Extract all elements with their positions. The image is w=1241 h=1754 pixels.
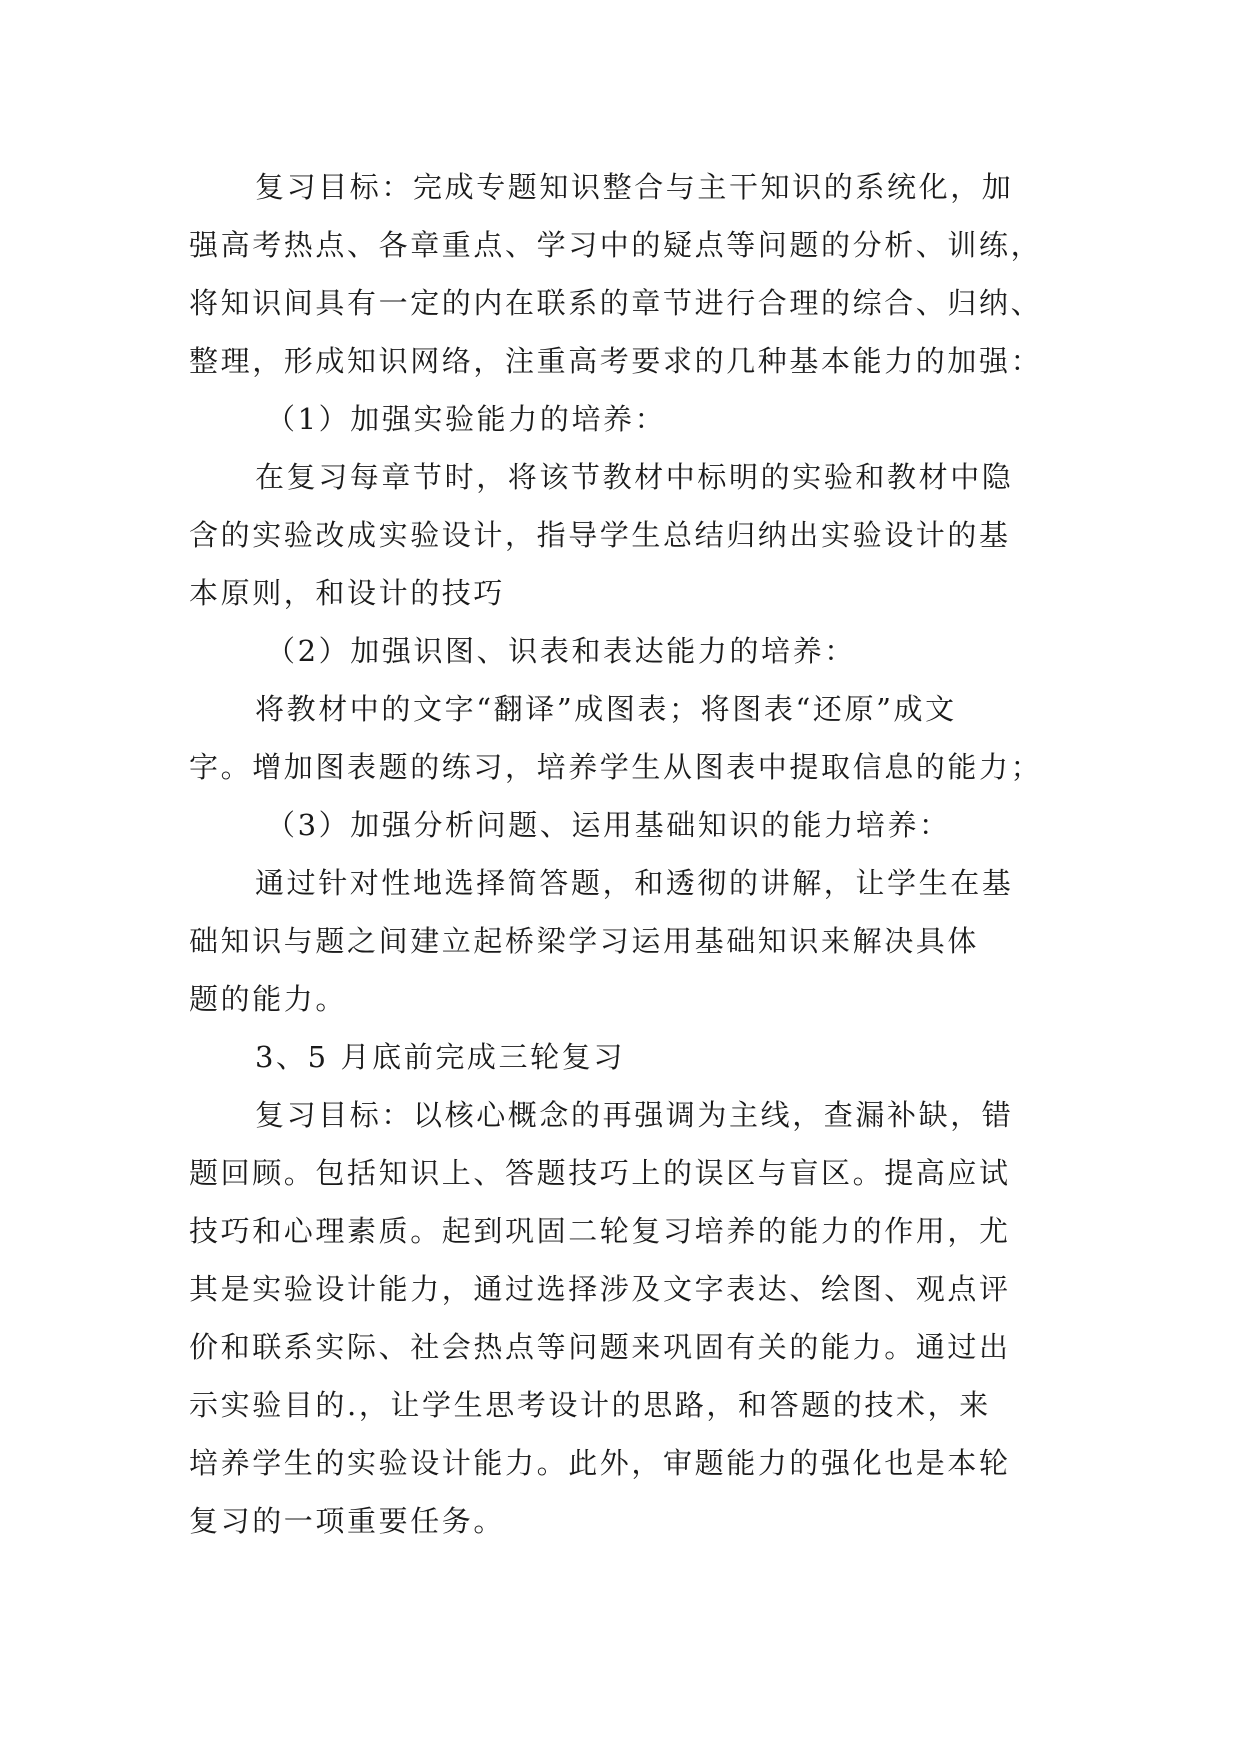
paragraph-review-goal-3-line-3: 技巧和心理素质。起到巩固二轮复习培养的能力的作用，尤 xyxy=(189,1214,1011,1248)
paragraph-review-goal-2-line-2: 强高考热点、各章重点、学习中的疑点等问题的分析、训练， xyxy=(189,228,1043,262)
section-heading-third-round: 3、5 月底前完成三轮复习 xyxy=(255,1040,625,1074)
heading-experiment-ability: （1）加强实验能力的培养： xyxy=(266,402,667,436)
paragraph-experiment-line-3: 本原则，和设计的技巧 xyxy=(189,576,506,610)
paragraph-review-goal-2-line-1: 复习目标：完成专题知识整合与主干知识的系统化，加 xyxy=(255,170,1014,204)
paragraph-analysis-line-2: 础知识与题之间建立起桥梁学习运用基础知识来解决具体 xyxy=(189,924,980,958)
paragraph-review-goal-3-line-2: 题回顾。包括知识上、答题技巧上的误区与盲区。提高应试 xyxy=(189,1156,1011,1190)
paragraph-experiment-line-2: 含的实验改成实验设计，指导学生总结归纳出实验设计的基 xyxy=(189,518,1011,552)
paragraph-review-goal-3-line-6: 示实验目的.，让学生思考设计的思路，和答题的技术，来 xyxy=(189,1388,991,1422)
paragraph-review-goal-3-line-5: 价和联系实际、社会热点等问题来巩固有关的能力。通过出 xyxy=(189,1330,1011,1364)
paragraph-review-goal-3-line-4: 其是实验设计能力，通过选择涉及文字表达、绘图、观点评 xyxy=(189,1272,1011,1306)
heading-analysis-ability: （3）加强分析问题、运用基础知识的能力培养： xyxy=(266,808,951,842)
paragraph-review-goal-2-line-3: 将知识间具有一定的内在联系的章节进行合理的综合、归纳、 xyxy=(189,286,1043,320)
paragraph-review-goal-3-line-8: 复习的一项重要任务。 xyxy=(189,1504,506,1538)
paragraph-chart-line-1: 将教材中的文字“翻译”成图表；将图表“还原”成文 xyxy=(255,692,957,726)
paragraph-review-goal-2-line-4: 整理，形成知识网络，注重高考要求的几种基本能力的加强： xyxy=(189,344,1043,378)
heading-chart-reading-ability: （2）加强识图、识表和表达能力的培养： xyxy=(266,634,856,668)
paragraph-chart-line-2: 字。增加图表题的练习，培养学生从图表中提取信息的能力； xyxy=(189,750,1043,784)
paragraph-analysis-line-3: 题的能力。 xyxy=(189,982,348,1016)
paragraph-review-goal-3-line-1: 复习目标：以核心概念的再强调为主线，查漏补缺，错 xyxy=(255,1098,1014,1132)
paragraph-experiment-line-1: 在复习每章节时，将该节教材中标明的实验和教材中隐 xyxy=(255,460,1014,494)
paragraph-review-goal-3-line-7: 培养学生的实验设计能力。此外，审题能力的强化也是本轮 xyxy=(189,1446,1011,1480)
paragraph-analysis-line-1: 通过针对性地选择简答题，和透彻的讲解，让学生在基 xyxy=(255,866,1014,900)
